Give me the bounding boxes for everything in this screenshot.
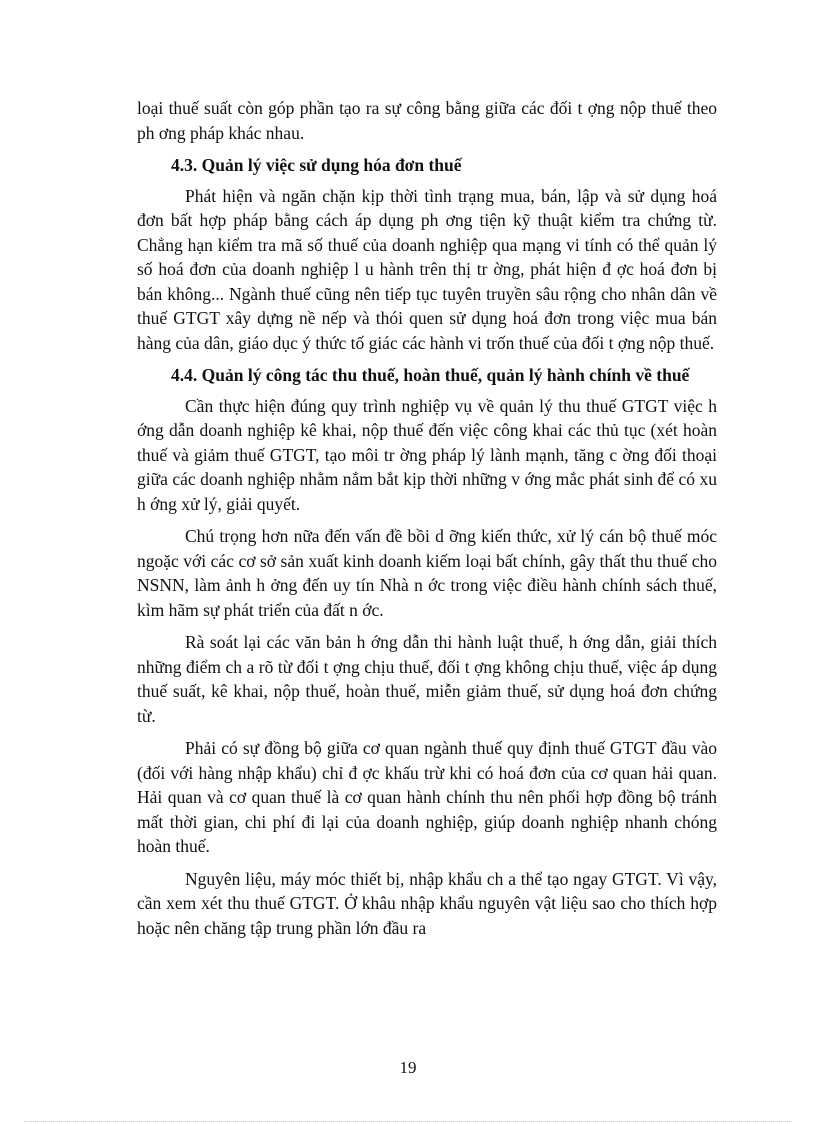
page-number: 19 xyxy=(399,1058,417,1077)
paragraph: Phải có sự đồng bộ giữa cơ quan ngành thuế quy định thuế GTGT đầu vào (đối với hàng nhập khẩu) chỉ đ ợc khấu trừ khi có hoá đơn của cơ quan hải quan. Hải quan và cơ quan thuế là cơ quan hành chính thu nên phối hợp đồng bộ tránh mất thời gian, chi phí đi lại của doanh nghiệp, giúp doanh nghiệp nhanh chóng hoàn thuế. xyxy=(137,738,717,856)
page-bottom-divider xyxy=(24,1121,792,1122)
paragraph: Phát hiện và ngăn chặn kịp thời tình trạng mua, bán, lập và sử dụng hoá đơn bất hợp pháp bằng cách áp dụng ph ơng tiện kỹ thuật kiểm tra chứng từ. Chẳng hạn kiểm tra mã số thuế của doanh nghiệp qua mạng vi tính có thể quản lý số hoá đơn của doanh nghiệp l u hành trên thị tr ờng, phát hiện đ ợc hoá đơn bị bán không... Ngành thuế cũng nên tiếp tục tuyên truyền sâu rộng cho nhân dân về thuế GTGT xây dựng nề nếp và thói quen sử dụng hoá đơn trong việc mua bán hàng của dân, giáo dục ý thức tố giác các hành vi trốn thuế của đối t ợng nộp thuế. xyxy=(137,185,717,353)
paragraph: Rà soát lại các văn bản h ớng dẫn thi hành luật thuế, h ớng dẫn, giải thích những điểm ch a rõ từ đối t ợng chịu thuế, đối t ợng không chịu thuế, việc áp dụng thuế suất, kê khai, nộp thuế, hoàn thuế, miễn giảm thuế, sử dụng hoá đơn chứng từ. xyxy=(137,632,717,726)
section-heading-4-3: 4.3. Quản lý việc sử dụng hóa đơn thuế xyxy=(171,155,462,175)
paragraph-continuation: loại thuế suất còn góp phần tạo ra sự công bằng giữa các đối t ợng nộp thuế theo ph ơng pháp khác nhau. xyxy=(137,98,717,143)
paragraph: Chú trọng hơn nữa đến vấn đề bồi d ỡng kiến thức, xử lý cán bộ thuế móc ngoặc với các cơ sở sản xuất kinh doanh kiếm loại bất chính, gây thất thu thuế cho NSNN, làm ảnh h ởng đến uy tín Nhà n ớc trong việc điều hành chính sách thuế, kìm hãm sự phát triển của đất n ớc. xyxy=(137,526,717,620)
section-heading-4-4: 4.4. Quản lý công tác thu thuế, hoàn thuế, quản lý hành chính về thuế xyxy=(171,365,690,385)
paragraph: Nguyên liệu, máy móc thiết bị, nhập khẩu ch a thể tạo ngay GTGT. Vì vậy, cần xem xét thu thuế GTGT. Ở khâu nhập khẩu nguyên vật liệu sao cho thích hợp hoặc nên chăng tập trung phần lớn đầu ra xyxy=(137,868,717,938)
document-body xyxy=(137,96,717,948)
paragraph: Cần thực hiện đúng quy trình nghiệp vụ về quản lý thu thuế GTGT việc h ớng dẫn doanh nghiệp kê khai, nộp thuế đến việc công khai các thủ tục (xét hoàn thuế và giảm thuế GTGT, tạo môi tr ờng pháp lý lành mạnh, tăng c ờng đối thoại giữa các doanh nghiệp nhằm nắm bắt kịp thời những v ớng mắc phát sinh để có xu h ớng xử lý, giải quyết. xyxy=(137,395,717,514)
